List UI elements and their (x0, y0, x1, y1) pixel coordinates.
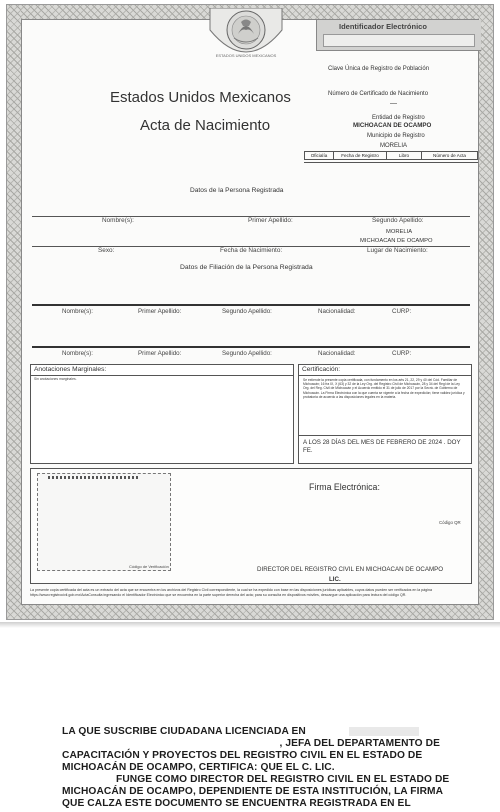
qr-code-label: Código QR (439, 520, 461, 525)
certificate-number-label: Número de Certificado de Nacimiento (328, 91, 429, 97)
curp-header-label: Clave Única de Registro de Población (328, 66, 430, 72)
director-lic-label: LIC. (329, 576, 341, 583)
person-name-label: Nombre(s): (102, 217, 134, 224)
registry-col-libro: Libro (387, 152, 422, 159)
parent2-line (32, 346, 470, 348)
marginal-annotations-box (30, 364, 294, 464)
document-title: Acta de Nacimiento (140, 117, 271, 134)
person-second-surname-label: Segundo Apellido: (372, 217, 424, 224)
parent2-second-surname-label: Segundo Apellido: (222, 350, 272, 357)
letter-line-7: QUE CALZA ESTE DOCUMENTO SE ENCUENTRA REGISTRADA EN EL (62, 798, 411, 809)
security-border-right (479, 5, 493, 619)
parent1-nationality-label: Nacionalidad: (318, 308, 356, 315)
electronic-signature-label: Firma Electrónica: (309, 482, 380, 492)
certification-text: Se extiende la presente copia certificada, con fundamento en los arts 21, 22, 29 y 40 del Cód. Familiar de Michoacán; 16 fra IX, X (63) y 32 de la Ley Org. del Registro Civil de Michoacán, 28 y 34 del Regl de la Ley Org. del Reg. Civil de Michoacán y el Acuerdo emitido el 31 de julio de 2017 por la Secrá. de Gobierno de Michoacán. La Firma Electrónica con la que cuenta se vigente a la fecha de expedición; tiene validez jurídica y probatoria de acuerdo a las disposiciones legales en la materia. (303, 378, 465, 399)
country-title: Estados Unidos Mexicanos (110, 89, 291, 106)
parent2-nationality-label: Nacionalidad: (318, 350, 356, 357)
birth-state: MICHOACAN DE OCAMPO (360, 238, 433, 244)
birth-place-label: Lugar de Nacimiento: (367, 247, 428, 254)
marginal-annotations-header (31, 365, 293, 376)
registry-col-acta: Número de Acta (433, 153, 466, 158)
verification-area (37, 473, 171, 571)
certification-box (298, 364, 472, 464)
letter-line-3: CAPACITACIÓN Y PROYECTOS DEL REGISTRO CIVIL EN EL ESTADO DE (62, 750, 423, 761)
letter-line-4: MICHOACÁN DE OCAMPO, CERTIFICA: QUE EL C. LIC. (62, 762, 335, 773)
registry-columns (304, 151, 478, 160)
entidad-label: Entidad de Registro (372, 115, 425, 121)
certification-date: A LOS 28 DÍAS DEL MES DE FEBRERO DE 2024 . DOY FE. (303, 439, 461, 454)
entidad-value: MICHOACAN DE OCAMPO (353, 122, 432, 129)
electronic-id-label: Identificador Electrónico (339, 22, 427, 31)
parent2-name-label: Nombre(s): (62, 350, 93, 357)
page-separator (0, 622, 500, 628)
marginal-annotations-text: Sin anotaciones marginales. (34, 377, 77, 381)
signature-box (30, 468, 472, 584)
registry-col-oficialia: Oficialía (305, 152, 334, 159)
electronic-id-field (323, 34, 475, 47)
municipio-label: Municipio de Registro (367, 133, 425, 139)
footer-legal-note: La presente copia certificada del acta es un extracto del acta que se encuentra en los archivos del Registro Civil correspondiente, la cual se ha expedido con base en las disposiciones jurídicas aplicables, cuyos datos pueden ser verificados en la página https://www.registrocivil.gob.mx/ActaConsulta ingresando el Identificador Electrónico que se encuentra en la parte superior derecha del acta; para su consulta en dispositivos móviles, descargue una aplicación para lectura del código QR. (30, 588, 432, 597)
birth-date-label: Fecha de Nacimiento: (220, 247, 283, 254)
parent1-name-label: Nombre(s): (62, 308, 93, 315)
letter-line-6: MICHOACÁN DE OCAMPO, DEPENDIENTE DE ESTA INSTITUCIÓN, LA FIRMA (62, 786, 444, 797)
security-border-bottom (7, 605, 493, 619)
verification-barcode-strip (48, 476, 138, 479)
svg-text:ESTADOS UNIDOS MEXICANOS: ESTADOS UNIDOS MEXICANOS (215, 53, 277, 58)
registry-col-fecha: Fecha de Registro (334, 152, 387, 159)
certificate-body (21, 19, 479, 605)
letter-line-2: , JEFA DEL DEPARTAMENTO DE (279, 738, 440, 749)
certification-header (299, 365, 471, 376)
verification-code-label: Código de Verificación (129, 564, 169, 569)
certificate-number-dash: — (390, 100, 397, 107)
parent1-line (32, 304, 470, 306)
letter-name-blank-1 (349, 727, 419, 736)
registry-director-title: DIRECTOR DEL REGISTRO CIVIL EN MICHOACAN DE OCAMPO (257, 566, 444, 573)
person-section-title: Datos de la Persona Registrada (190, 187, 284, 194)
coat-of-arms-seal (208, 8, 284, 70)
certification-divider (299, 435, 471, 436)
filiation-section-title: Datos de Filiación de la Persona Registrada (180, 264, 313, 271)
security-border-left (7, 5, 21, 619)
sex-label: Sexo: (98, 247, 115, 254)
registry-values-line (304, 162, 478, 163)
letter-line-1: LA QUE SUSCRIBE CIUDADANA LICENCIADA EN (62, 726, 440, 738)
certification-label: Certificación: (302, 366, 341, 373)
parent1-curp-label: CURP: (392, 308, 412, 315)
birth-certificate-sheet (6, 4, 494, 620)
person-first-surname-label: Primer Apellido: (248, 217, 293, 224)
marginal-annotations-label: Anotaciones Marginales: (34, 366, 107, 373)
electronic-id-box (316, 20, 481, 51)
parent2-curp-label: CURP: (392, 350, 412, 357)
parent2-first-surname-label: Primer Apellido: (138, 350, 182, 357)
birth-city: MORELIA (386, 229, 413, 235)
parent1-second-surname-label: Segundo Apellido: (222, 308, 272, 315)
letter-line-5: FUNGE COMO DIRECTOR DEL REGISTRO CIVIL EN EL ESTADO DE (116, 774, 450, 785)
municipio-value: MORELIA (380, 143, 408, 149)
parent1-first-surname-label: Primer Apellido: (138, 308, 182, 315)
